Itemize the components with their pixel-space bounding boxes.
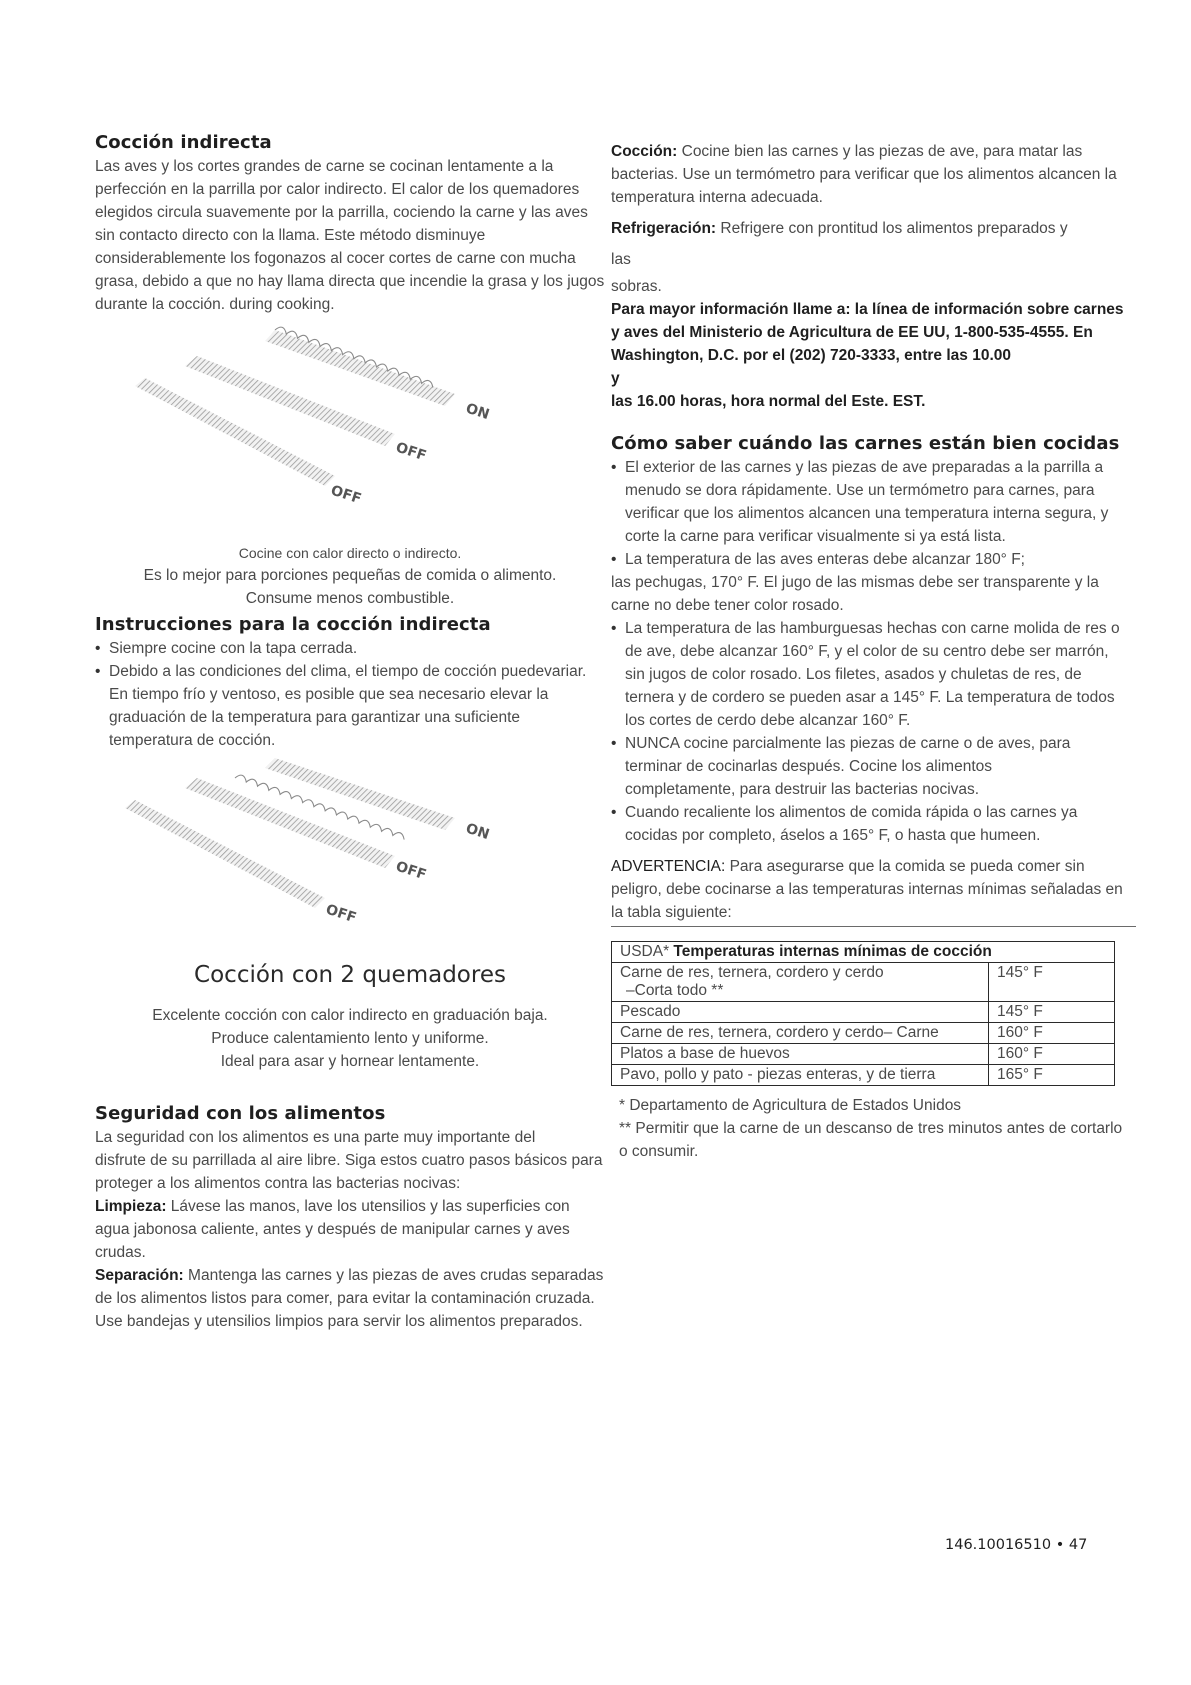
divider [611,926,1136,927]
table-row: Carne de res, ternera, cordero y cerdo– Carne 160° F [612,1023,1115,1044]
knob-label-off: OFF [393,439,429,465]
list-item: • Debido a las condiciones del clima, el tiempo de cocción puedevariar. En tiempo frío y ventoso, es posible que sea necesario elevar la graduación de la temperatura para garantizar una suficiente temperatura de cocción. [95,660,605,752]
table-row: Platos a base de huevos 160° F [612,1044,1115,1065]
figure-caption: Cocine con calor directo o indirecto. [238,545,462,561]
doneness-list [611,617,1131,778]
indirect-instructions-list [95,637,605,752]
list-item: • La temperatura de las aves enteras debe alcanzar 180° F; [611,548,1131,571]
burner-tube-1 [135,378,335,486]
two-burner-title: Cocción con 2 quemadores [194,962,506,988]
burner-tube-1 [125,800,325,908]
info-line: las 16.00 horas, hora normal del Este. EST. [611,393,926,410]
list-item: • La temperatura de las hamburguesas hechas con carne molida de res o de ave, debe alcanzar 160° F, y el color de su centro debe ser marrón, sin jugos de color rosado. Los filetes, asados y chuletas de res, de ternera y de cordero se pueden asar a 145° F. La temperatura de todos los cortes de cerdo debe alcanzar 160° F. [611,617,1131,732]
knob-label-on: ON [463,400,492,424]
refrigeration-las: las [611,251,631,268]
list-item: • NUNCA cocine parcialmente las piezas de carne o de aves, para terminar de cocinarlas después. Cocine los alimentos [611,732,1131,778]
doneness-list [611,801,1131,847]
list-item: • Siempre cocine con la tapa cerrada. [95,637,605,660]
refrigeration-paragraph: Refrigeración: Refrigere con prontitud los alimentos preparados y [611,220,1068,237]
temperature-table [611,941,1115,1086]
footnote: * Departamento de Agricultura de Estados Unidos [619,1097,962,1114]
cooking-paragraph: Cocción: Cocine bien las carnes y las piezas de ave, para matar las bacterias. Use un termómetro para verificar que los alimentos alcancen la temperatura interna adecuada. [611,143,1117,206]
list-item: • El exterior de las carnes y las piezas de ave preparadas a la parrilla a menudo se dora rápidamente. Use un termómetro para carnes, para verificar que los alimentos alcancen una temperatura interna segura, y corte la carne para verificar visualmente si ya está lista. [611,456,1131,548]
indirect-cooking-text: Las aves y los cortes grandes de carne se cocinan lentamente a la perfección en la parrilla por calor indirecto. El calor de los quemadores elegidos circula suavemente por la parrilla, cociendo la carne y las aves sin contacto directo con la llama. Este método disminuye considerablemente los fogonazos al cocer cortes de carne con mucha grasa, debido a que no hay llama directa que incendie la grasa y los jugos durante la cocción. during cooking. [95,158,605,313]
figure-caption: Produce calentamiento lento y uniforme. [211,1030,489,1047]
table-row: Pescado 145° F [612,1002,1115,1023]
knob-label-on: ON [463,820,492,844]
figure-caption: Excelente cocción con calor indirecto en graduación baja. [152,1007,548,1024]
burner-diagram-2 [95,758,605,948]
figure-caption: Ideal para asar y hornear lentamente. [220,1053,480,1070]
doneness-list [611,456,1131,571]
food-safety-intro: disfrute de su parrillada al aire libre. Siga estos cuatro pasos básicos para proteger a los alimentos contra las bacterias nocivas: [95,1152,603,1192]
left-column [95,132,605,1333]
doneness-heading: Cómo saber cuándo las carnes están bien cocidas [611,433,1120,454]
table-row: Pavo, pollo y pato - piezas enteras, y de tierra 165° F [612,1065,1115,1086]
table-header: USDA* Temperaturas internas mínimas de cocción [612,942,1115,963]
cleaning-paragraph: Limpieza: Lávese las manos, lave los utensilios y las superficies con agua jabonosa caliente, antes y después de manipular carnes y aves crudas. [95,1198,570,1261]
burner-diagram-1 [95,326,605,536]
food-safety-heading: Seguridad con los alimentos [95,1103,386,1124]
indirect-cooking-heading: Cocción indirecta [95,132,272,153]
warning-paragraph: ADVERTENCIA: Para asegurarse que la comida se pueda comer sin peligro, debe cocinarse a las temperaturas internas mínimas señaladas en la tabla siguiente: [611,858,1123,921]
info-line: Para mayor información llame a: la línea de información sobre carnes y aves del Ministerio de Agricultura de EE UU, 1-800-535-4555. En Washington, D.C. por el (202) 720-3333, entre las 10.00 [611,301,1124,364]
list-item-continuation: las pechugas, 170° F. El jugo de las mismas debe ser transparente y la carne no debe tener color rosado. [611,574,1099,614]
indirect-instructions-heading: Instrucciones para la cocción indirecta [95,614,491,635]
list-item-continuation: completamente, para destruir las bacterias nocivas. [625,781,980,798]
knob-label-off: OFF [393,858,429,884]
figure-caption: Consume menos combustible. [245,590,455,607]
footnote: ** Permitir que la carne de un descanso de tres minutos antes de cortarlo o consumir. [619,1120,1123,1160]
list-item: • Cuando recaliente los alimentos de comida rápida o las carnes ya cocidas por completo, áselos a 165° F, o hasta que humeen. [611,801,1131,847]
food-safety-intro: La seguridad con los alimentos es una parte muy importante del [95,1129,536,1146]
info-line: y [611,370,620,387]
figure-caption: Es lo mejor para porciones pequeñas de comida o alimento. [143,567,557,584]
right-column [611,140,1131,1163]
knob-label-off: OFF [323,901,359,927]
separation-paragraph: Separación: Mantenga las carnes y las piezas de aves crudas separadas de los alimentos listos para comer, para evitar la contaminación cruzada. Use bandejas y utensilios limpios para servir los alimentos preparados. [95,1267,604,1330]
knob-label-off: OFF [328,482,364,508]
refrigeration-sobras: sobras. [611,278,662,295]
table-row: Carne de res, ternera, cordero y cerdo –Corta todo ** 145° F [612,963,1115,1002]
page-footer: 146.10016510 • 47 [945,1537,1088,1553]
